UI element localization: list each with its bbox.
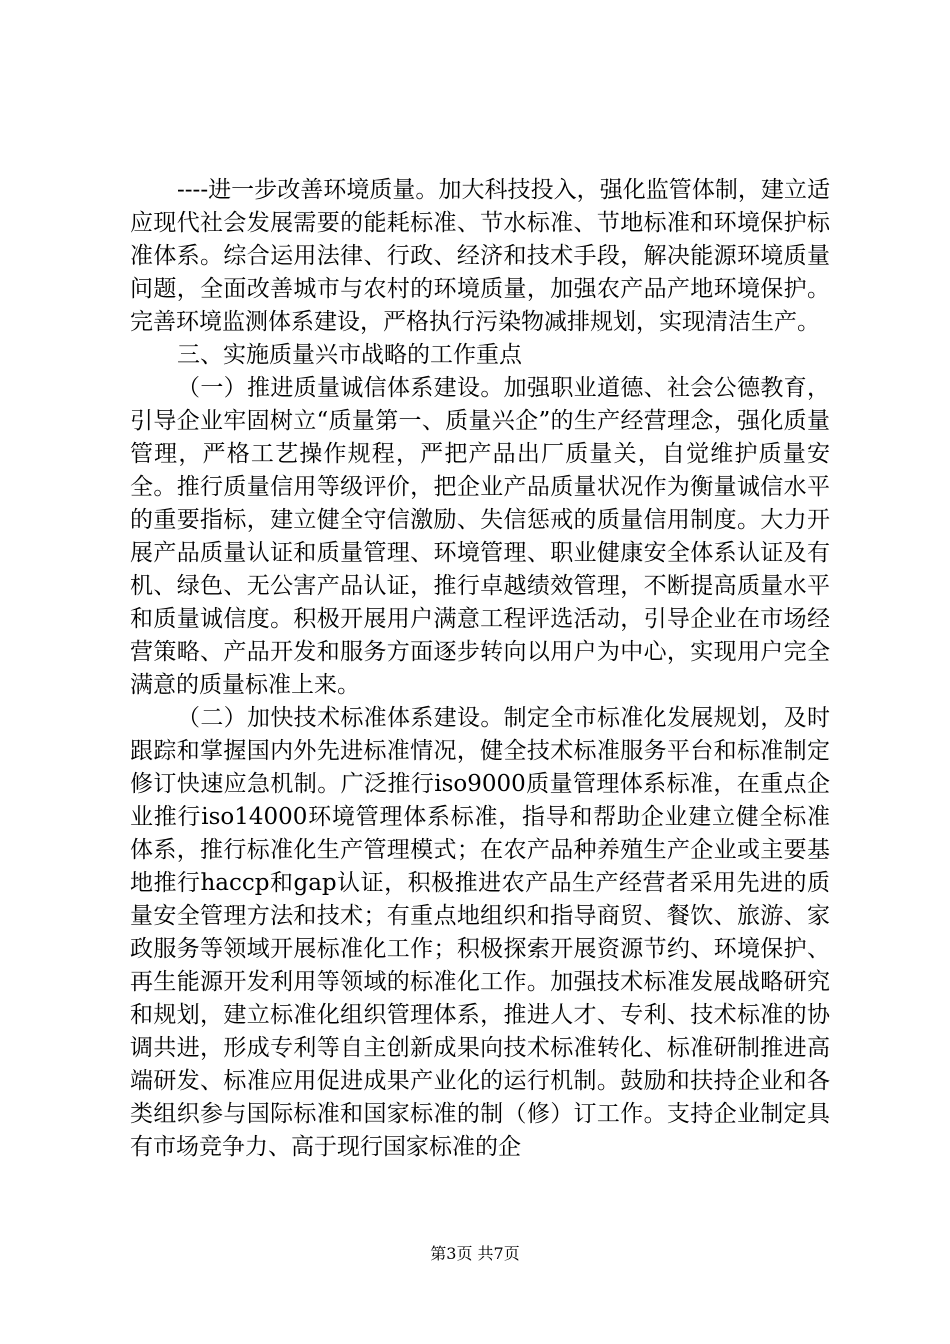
paragraph-technical-standards: （二）加快技术标准体系建设。制定全市标准化发展规划，及时跟踪和掌握国内外先进标准情况，健全技术标准服务平台和标准制定修订快速应急机制。广泛推行iso9000质量管理体系标准，在重点企业推行iso14000环境管理体系标准，指导和帮助企业建立健全标准体系，推行标准化生产管理模式；在农产品种养殖生产企业或主要基地推行haccp和gap认证，积极推进农产品生产经营者采用先进的质量安全管理方法和技术；有重点地组织和指导商贸、餐饮、旅游、家政服务等领域开展标准化工作；积极探索开展资源节约、环境保护、再生能源开发利用等领域的标准化工作。加强技术标准发展战略研究和规划，建立标准化组织管理体系，推进人才、专利、技术标准的协调共进，形成专利等自主创新成果向技术标准转化、标准研制推进高端研发、标准应用促进成果产业化的运行机制。鼓励和扶持企业和各类组织参与国际标准和国家标准的制（修）订工作。支持企业制定具有市场竞争力、高于现行国家标准的企 [130,705,830,1160]
paragraph-quality-integrity: （一）推进质量诚信体系建设。加强职业道德、社会公德教育，引导企业牢固树立“质量第一、质量兴企”的生产经营理念，强化质量管理，严格工艺操作规程，严把产品出厂质量关，自觉维护质量安全。推行质量信用等级评价，把企业产品质量状况作为衡量诚信水平的重要指标，建立健全守信激励、失信惩戒的质量信用制度。大力开展产品质量认证和质量管理、环境管理、职业健康安全体系认证及有机、绿色、无公害产品认证，推行卓越绩效管理，不断提高质量水平和质量诚信度。积极开展用户满意工程评选活动，引导企业在市场经营策略、产品开发和服务方面逐步转向以用户为中心，实现用户完全满意的质量标准上来。 [130,375,830,698]
section-heading-work-priorities: 三、实施质量兴市战略的工作重点 [177,342,522,368]
document-body [130,174,830,1164]
page-number-footer: 第3页 共7页 [430,1244,520,1263]
paragraph-environment-quality: ----进一步改善环境质量。加大科技投入，强化监管体制，建立适应现代社会发展需要的能耗标准、节水标准、节地标准和环境保护标准体系。综合运用法律、行政、经济和技术手段，解决能源环境质量问题，全面改善城市与农村的环境质量，加强农产品产地环境保护。完善环境监测体系建设，严格执行污染物减排规划，实现清洁生产。 [130,177,830,335]
